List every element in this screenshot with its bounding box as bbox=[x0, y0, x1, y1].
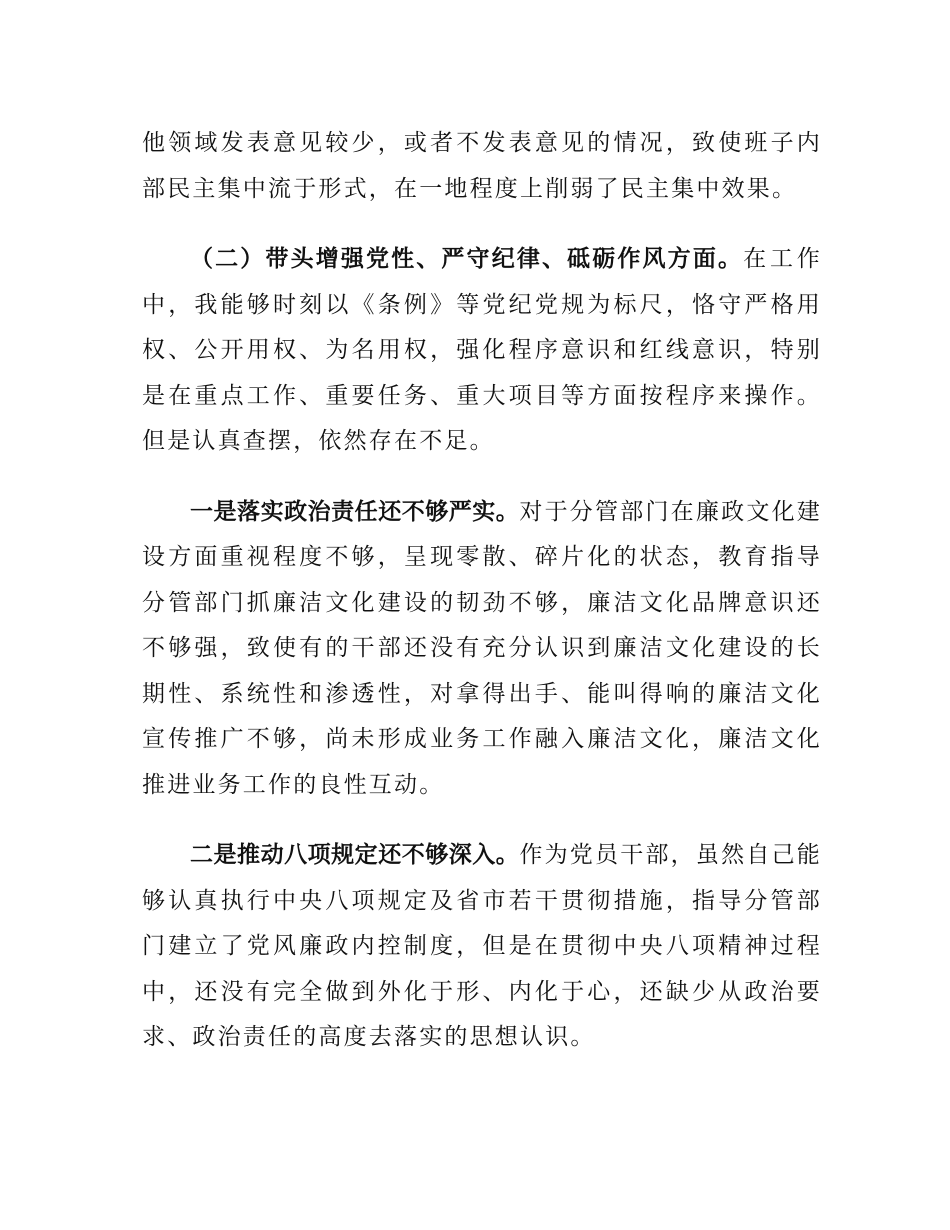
paragraph-point-one bbox=[142, 490, 822, 809]
paragraph-text: 在工作中，我能够时刻以《条例》等党纪党规为标尺，恪守严格用权、公开用权、为名用权，强化程序意识和红线意识，特别是在重点工作、重要任务、重大项目等方面按程序来操作。但是认真查摆，依然存在不足。 bbox=[142, 246, 822, 454]
paragraph-text: 作为党员干部，虽然自己能够认真执行中央八项规定及省市若干贯彻措施，指导分管部门建立了党风廉政内控制度，但是在贯彻中央八项精神过程中，还没有完全做到外化于形、内化于心，还缺少从政治要求、政治责任的高度去落实的思想认识。 bbox=[142, 842, 823, 1050]
point-heading: 一是落实政治责任还不够严实。 bbox=[190, 498, 520, 525]
paragraph-continuation bbox=[142, 121, 822, 212]
point-heading: 二是推动八项规定还不够深入。 bbox=[190, 842, 520, 868]
section-heading: （二）带头增强党性、严守纪律、砥砺作风方面。 bbox=[190, 246, 744, 272]
paragraph-text: 他领域发表意见较少，或者不发表意见的情况，致使班子内部民主集中流于形式，在一地程度上削弱了民主集中效果。 bbox=[142, 130, 822, 202]
paragraph-text: 对于分管部门在廉政文化建设方面重视程度不够，呈现零散、碎片化的状态，教育指导分管部门抓廉洁文化建设的韧劲不够，廉洁文化品牌意识还不够强，致使有的干部还没有充分认识到廉洁文化建设的长期性、系统性和渗透性，对拿得出手、能叫得响的廉洁文化宣传推广不够，尚未形成业务工作融入廉洁文化，廉洁文化推进业务工作的良性互动。 bbox=[142, 498, 823, 798]
document-body bbox=[142, 121, 822, 1086]
paragraph-section-two bbox=[142, 237, 822, 465]
paragraph-point-two bbox=[142, 833, 822, 1061]
